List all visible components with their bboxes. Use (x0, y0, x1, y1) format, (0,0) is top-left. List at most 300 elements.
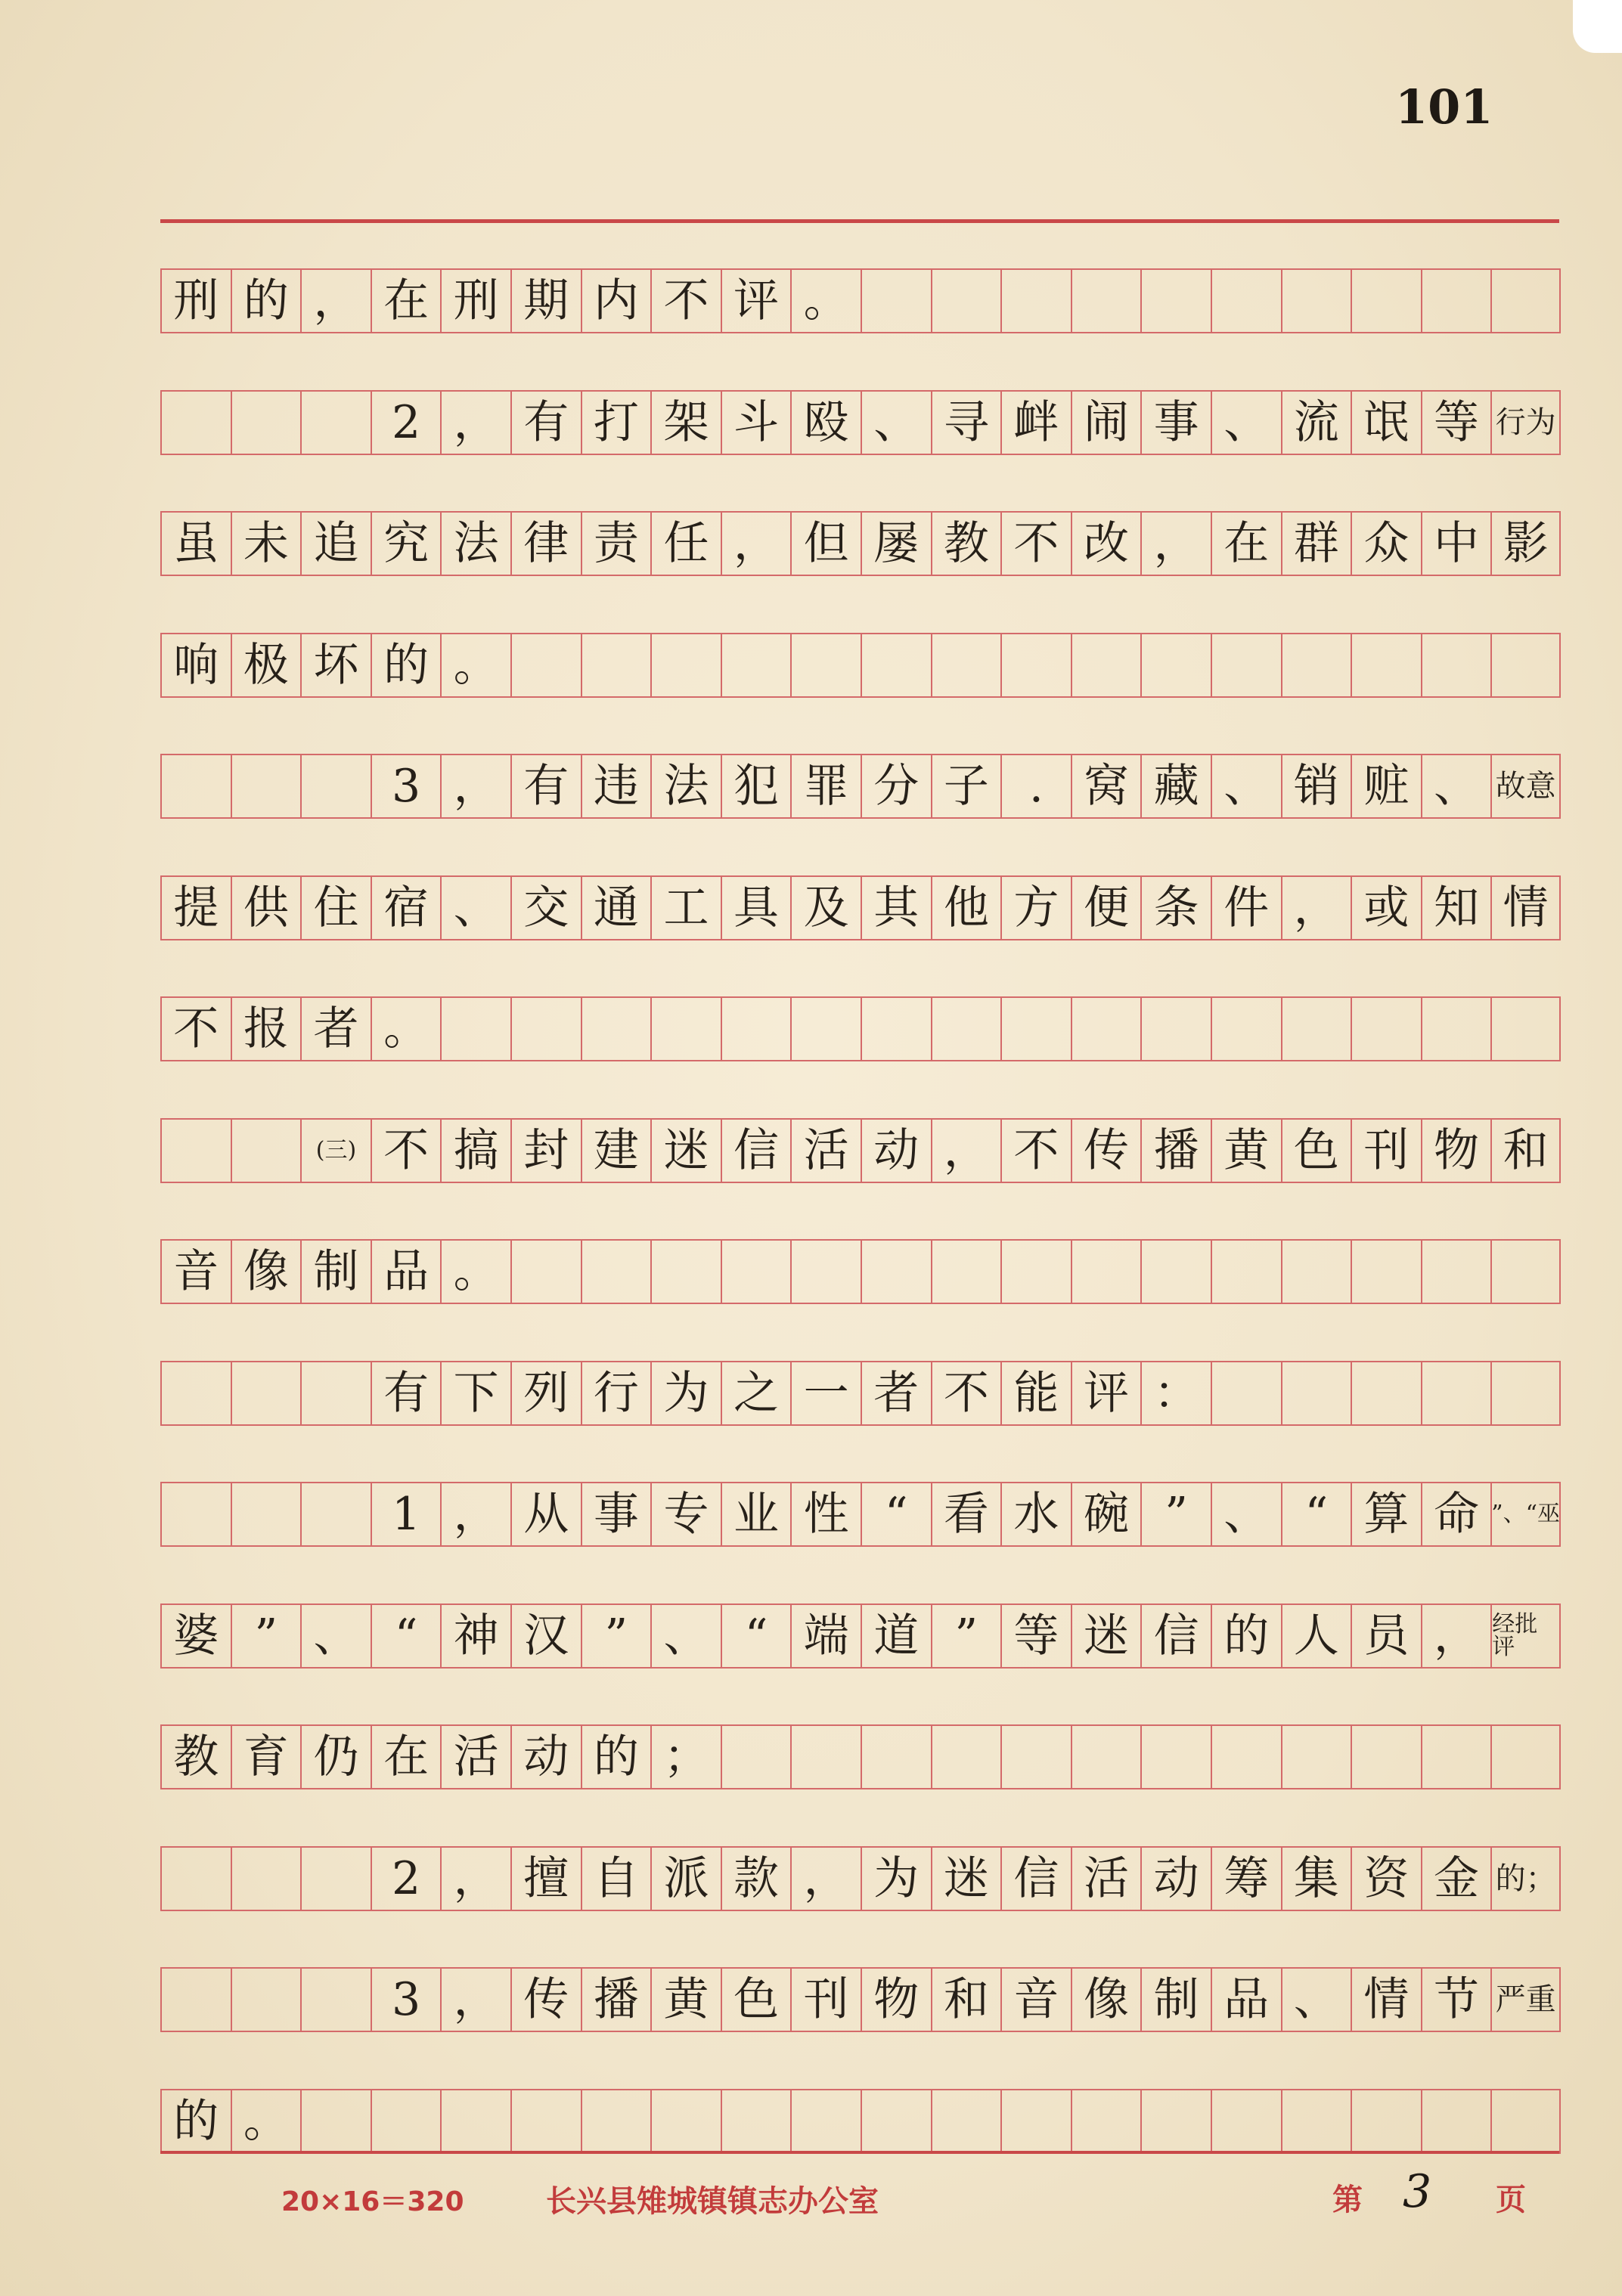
grid-cell (861, 998, 931, 1060)
grid-cell: 端 (790, 1605, 861, 1667)
grid-cell (1351, 1362, 1421, 1424)
grid-cell: 动 (510, 1726, 581, 1788)
grid-row (160, 1967, 1561, 2032)
grid-row (160, 390, 1561, 455)
grid-cell: 物 (1421, 1120, 1491, 1182)
grid-cell (1490, 998, 1561, 1060)
grid-cell: 严重 (1490, 1969, 1561, 2031)
grid-cell: 2 (371, 392, 441, 454)
grid-cell: ” (931, 1605, 1001, 1667)
grid-cell (1000, 1726, 1071, 1788)
grid-cell (1000, 1241, 1071, 1303)
grid-cell: 的 (231, 270, 301, 332)
grid-cell: 和 (1490, 1120, 1561, 1182)
grid-cell (1211, 1241, 1281, 1303)
grid-cell: ， (440, 755, 510, 817)
grid-cell: 一 (790, 1362, 861, 1424)
grid-cell (1421, 270, 1491, 332)
page-number: 101 (1395, 79, 1493, 135)
grid-cell: 不 (160, 998, 231, 1060)
grid-cell (1071, 2090, 1141, 2152)
grid-cell: 故意 (1490, 755, 1561, 817)
grid-cell: 。 (231, 2090, 301, 2152)
grid-cell: 有 (371, 1362, 441, 1424)
grid-row (160, 875, 1561, 940)
grid-cell: 评 (721, 270, 791, 332)
grid-cell: ， (1140, 513, 1211, 575)
grid-cell (1211, 998, 1281, 1060)
grid-cell: 迷 (931, 1848, 1001, 1910)
page-label-prefix: 第 (1332, 2183, 1363, 2217)
grid-cell: 群 (1281, 513, 1351, 575)
grid-cell: 品 (371, 1241, 441, 1303)
grid-cell: 、 (650, 1605, 721, 1667)
grid-spec: 20×16＝320 (281, 2186, 464, 2217)
grid-cell: 活 (1071, 1848, 1141, 1910)
grid-cell: 违 (581, 755, 651, 817)
grid-cell (1140, 270, 1211, 332)
grid-cell: 、 (861, 392, 931, 454)
grid-cell: 斗 (721, 392, 791, 454)
grid-cell: 提 (160, 877, 231, 939)
grid-cell (371, 2090, 441, 2152)
grid-cell (1421, 2090, 1491, 2152)
grid-cell: 专 (650, 1483, 721, 1545)
grid-cell: 销 (1281, 755, 1351, 817)
grid-cell: 响 (160, 634, 231, 696)
grid-cell: 教 (931, 513, 1001, 575)
grid-cell (721, 1241, 791, 1303)
grid-cell (160, 1969, 231, 2031)
grid-cell: ” (1140, 1483, 1211, 1545)
top-rule (160, 219, 1559, 223)
grid-cell: 列 (510, 1362, 581, 1424)
grid-cell: 的 (371, 634, 441, 696)
grid-cell (1140, 634, 1211, 696)
grid-cell: 制 (1140, 1969, 1211, 2031)
grid-row (160, 996, 1561, 1061)
grid-cell: 中 (1421, 513, 1491, 575)
grid-cell: 播 (1140, 1120, 1211, 1182)
grid-cell: 便 (1071, 877, 1141, 939)
grid-cell: 建 (581, 1120, 651, 1182)
grid-cell: 闹 (1071, 392, 1141, 454)
grid-row (160, 1482, 1561, 1547)
grid-cell: 不 (650, 270, 721, 332)
grid-cell: 情 (1351, 1969, 1421, 2031)
grid-cell: 事 (1140, 392, 1211, 454)
grid-cell (160, 1483, 231, 1545)
grid-cell: 碗 (1071, 1483, 1141, 1545)
footer (0, 2165, 1622, 2223)
grid-cell: 不 (1000, 513, 1071, 575)
grid-cell: 。 (371, 998, 441, 1060)
grid-cell: 行为 (1490, 392, 1561, 454)
grid-cell: 情 (1490, 877, 1561, 939)
grid-cell (1421, 1726, 1491, 1788)
grid-cell: ” (231, 1605, 301, 1667)
grid-cell: 报 (231, 998, 301, 1060)
grid-cell (721, 634, 791, 696)
grid-cell: 者 (300, 998, 371, 1060)
grid-cell: “ (861, 1483, 931, 1545)
grid-cell: 黄 (1211, 1120, 1281, 1182)
grid-cell: 为 (650, 1362, 721, 1424)
grid-cell: 的 (1211, 1605, 1281, 1667)
grid-cell: 通 (581, 877, 651, 939)
grid-cell (231, 1969, 301, 2031)
grid-row (160, 1118, 1561, 1183)
grid-cell (160, 1362, 231, 1424)
grid-cell (790, 1241, 861, 1303)
sheet-number: 3 (1403, 2165, 1432, 2218)
grid-cell (931, 1726, 1001, 1788)
grid-cell: 擅 (510, 1848, 581, 1910)
grid-cell: 黄 (650, 1969, 721, 2031)
grid-cell: 节 (1421, 1969, 1491, 2031)
grid-cell (861, 1726, 931, 1788)
grid-cell: 教 (160, 1726, 231, 1788)
grid-cell: 或 (1351, 877, 1421, 939)
grid-cell: 从 (510, 1483, 581, 1545)
grid-cell: 看 (931, 1483, 1001, 1545)
grid-cell: 制 (300, 1241, 371, 1303)
grid-cell (650, 634, 721, 696)
grid-cell (300, 2090, 371, 2152)
grid-cell: ： (1140, 1362, 1211, 1424)
grid-cell (931, 2090, 1001, 2152)
grid-cell: 仍 (300, 1726, 371, 1788)
grid-cell: 之 (721, 1362, 791, 1424)
grid-cell: 活 (790, 1120, 861, 1182)
grid-cell (790, 1726, 861, 1788)
grid-cell: 有 (510, 755, 581, 817)
grid-cell: ” (581, 1605, 651, 1667)
grid-cell: ， (721, 513, 791, 575)
grid-cell (160, 392, 231, 454)
grid-cell: 寻 (931, 392, 1001, 454)
grid-cell: 刊 (790, 1969, 861, 2031)
grid-cell: 1 (371, 1483, 441, 1545)
grid-cell: 动 (861, 1120, 931, 1182)
grid-cell: 行 (581, 1362, 651, 1424)
grid-cell: 3 (371, 1969, 441, 2031)
grid-cell (1281, 270, 1351, 332)
grid-cell: 众 (1351, 513, 1421, 575)
grid-cell (1490, 1362, 1561, 1424)
grid-cell: 屡 (861, 513, 931, 575)
grid-cell: 虽 (160, 513, 231, 575)
grid-cell (650, 998, 721, 1060)
grid-cell: 件 (1211, 877, 1281, 939)
grid-cell: 音 (1000, 1969, 1071, 2031)
grid-cell (510, 2090, 581, 2152)
grid-cell: 等 (1000, 1605, 1071, 1667)
grid-cell: 。 (790, 270, 861, 332)
grid-cell (231, 392, 301, 454)
grid-cell: 水 (1000, 1483, 1071, 1545)
grid-cell: ； (650, 1726, 721, 1788)
grid-cell: 、 (1211, 1483, 1281, 1545)
grid-cell: ， (440, 392, 510, 454)
grid-cell (440, 998, 510, 1060)
grid-cell (721, 2090, 791, 2152)
grid-cell (1071, 998, 1141, 1060)
grid-row (160, 2089, 1561, 2154)
grid-cell: 和 (931, 1969, 1001, 2031)
grid-row (160, 268, 1561, 333)
grid-cell: 他 (931, 877, 1001, 939)
grid-cell (1140, 1241, 1211, 1303)
grid-cell: ， (1421, 1605, 1491, 1667)
grid-cell (231, 1483, 301, 1545)
grid-cell (581, 2090, 651, 2152)
grid-cell: 及 (790, 877, 861, 939)
grid-cell (1421, 634, 1491, 696)
grid-cell: 打 (581, 392, 651, 454)
grid-cell (510, 634, 581, 696)
grid-cell: ， (1281, 877, 1351, 939)
grid-cell: ， (440, 1483, 510, 1545)
grid-cell: 像 (231, 1241, 301, 1303)
grid-cell (931, 1241, 1001, 1303)
grid-cell (1351, 998, 1421, 1060)
grid-cell: 刊 (1351, 1120, 1421, 1182)
grid-cell: 罪 (790, 755, 861, 817)
grid-cell: 赃 (1351, 755, 1421, 817)
grid-cell (1071, 270, 1141, 332)
grid-cell (1211, 634, 1281, 696)
page-label-suffix: 页 (1496, 2183, 1526, 2217)
grid-cell (1071, 1241, 1141, 1303)
grid-cell (790, 2090, 861, 2152)
grid-cell (790, 998, 861, 1060)
grid-cell (440, 2090, 510, 2152)
grid-cell: 为 (861, 1848, 931, 1910)
grid-row (160, 1846, 1561, 1911)
grid-cell: 品 (1211, 1969, 1281, 2031)
grid-cell: 条 (1140, 877, 1211, 939)
grid-row (160, 633, 1561, 698)
grid-cell (300, 1483, 371, 1545)
grid-cell: 传 (1071, 1120, 1141, 1182)
grid-cell: 下 (440, 1362, 510, 1424)
grid-cell: 事 (581, 1483, 651, 1545)
grid-cell: 款 (721, 1848, 791, 1910)
grid-cell (300, 755, 371, 817)
grid-cell: 子 (931, 755, 1001, 817)
grid-cell (231, 1362, 301, 1424)
grid-cell: 命 (1421, 1483, 1491, 1545)
grid-cell: 在 (1211, 513, 1281, 575)
grid-cell: 宿 (371, 877, 441, 939)
grid-cell: “ (371, 1605, 441, 1667)
grid-cell: 色 (721, 1969, 791, 2031)
grid-cell: 改 (1071, 513, 1141, 575)
grid-cell (1281, 1362, 1351, 1424)
grid-cell (1490, 270, 1561, 332)
grid-cell: 衅 (1000, 392, 1071, 454)
grid-cell: 、 (1211, 755, 1281, 817)
grid-cell: 迷 (1071, 1605, 1141, 1667)
grid-cell (931, 634, 1001, 696)
grid-cell: 方 (1000, 877, 1071, 939)
grid-cell: 能 (1000, 1362, 1071, 1424)
grid-cell: . (1000, 755, 1071, 817)
grid-cell (1351, 270, 1421, 332)
grid-cell: 自 (581, 1848, 651, 1910)
grid-cell (1490, 2090, 1561, 2152)
grid-cell: 住 (300, 877, 371, 939)
grid-cell (1000, 2090, 1071, 2152)
grid-cell (721, 1726, 791, 1788)
grid-cell: 动 (1140, 1848, 1211, 1910)
grid-cell: 集 (1281, 1848, 1351, 1910)
grid-cell: 、 (1281, 1969, 1351, 2031)
grid-cell: 知 (1421, 877, 1491, 939)
grid-cell: 但 (790, 513, 861, 575)
grid-cell: 氓 (1351, 392, 1421, 454)
grid-cell: “ (721, 1605, 791, 1667)
grid-cell (1281, 1241, 1351, 1303)
grid-cell (300, 392, 371, 454)
grid-cell: 期 (510, 270, 581, 332)
grid-cell: 业 (721, 1483, 791, 1545)
grid-cell (160, 1120, 231, 1182)
grid-cell (1281, 1726, 1351, 1788)
grid-row (160, 511, 1561, 576)
grid-cell: 犯 (721, 755, 791, 817)
grid-cell: 员 (1351, 1605, 1421, 1667)
grid-cell: 交 (510, 877, 581, 939)
grid-cell: 、 (1421, 755, 1491, 817)
grid-cell: 。 (440, 1241, 510, 1303)
grid-cell (1281, 998, 1351, 1060)
grid-cell: 不 (371, 1120, 441, 1182)
grid-cell: 音 (160, 1241, 231, 1303)
grid-cell: 活 (440, 1726, 510, 1788)
grid-cell: 的 (581, 1726, 651, 1788)
grid-cell (1000, 270, 1071, 332)
grid-cell (1000, 998, 1071, 1060)
grid-cell (1490, 1726, 1561, 1788)
grid-cell (231, 1120, 301, 1182)
grid-cell (1421, 1362, 1491, 1424)
grid-cell (510, 998, 581, 1060)
grid-cell: 播 (581, 1969, 651, 2031)
grid-cell: 影 (1490, 513, 1561, 575)
grid-cell: 育 (231, 1726, 301, 1788)
grid-row (160, 1603, 1561, 1669)
grid-cell (581, 998, 651, 1060)
grid-cell: ， (931, 1120, 1001, 1182)
grid-cell (581, 1241, 651, 1303)
grid-cell: 在 (371, 1726, 441, 1788)
grid-cell (1071, 634, 1141, 696)
grid-cell: 等 (1421, 392, 1491, 454)
grid-cell: 、 (1211, 392, 1281, 454)
office-name: 长兴县雉城镇镇志办公室 (546, 2184, 879, 2219)
grid-cell: 究 (371, 513, 441, 575)
grid-cell: 不 (1000, 1120, 1071, 1182)
grid-cell: 坏 (300, 634, 371, 696)
grid-cell (1211, 270, 1281, 332)
grid-cell: 评 (1071, 1362, 1141, 1424)
grid-cell (1421, 998, 1491, 1060)
grid-cell: 工 (650, 877, 721, 939)
grid-cell: 算 (1351, 1483, 1421, 1545)
grid-cell: 传 (510, 1969, 581, 2031)
grid-cell: 藏 (1140, 755, 1211, 817)
grid-cell (1421, 1241, 1491, 1303)
grid-cell: 具 (721, 877, 791, 939)
grid-cell (861, 2090, 931, 2152)
grid-cell: 物 (861, 1969, 931, 2031)
grid-cell: 法 (650, 755, 721, 817)
grid-cell: 的 (160, 2090, 231, 2152)
grid-cell (931, 998, 1001, 1060)
grid-cell: 3 (371, 755, 441, 817)
grid-cell (300, 1969, 371, 2031)
grid-cell: ， (440, 1848, 510, 1910)
bottom-rule (160, 2151, 1559, 2154)
grid-cell: 经批评 (1490, 1605, 1561, 1667)
grid-cell (1490, 1241, 1561, 1303)
grid-cell: 筹 (1211, 1848, 1281, 1910)
grid-row (160, 1361, 1561, 1426)
grid-cell: 神 (440, 1605, 510, 1667)
grid-cell (1351, 634, 1421, 696)
grid-cell: 供 (231, 877, 301, 939)
grid-row (160, 754, 1561, 819)
grid-cell: 内 (581, 270, 651, 332)
grid-cell: 汉 (510, 1605, 581, 1667)
grid-cell: 不 (931, 1362, 1001, 1424)
grid-cell: 殴 (790, 392, 861, 454)
grid-cell (1140, 998, 1211, 1060)
grid-cell: 金 (1421, 1848, 1491, 1910)
paper-corner (1573, 0, 1622, 53)
grid-cell (1351, 2090, 1421, 2152)
grid-cell (231, 1848, 301, 1910)
grid-cell: 人 (1281, 1605, 1351, 1667)
grid-cell: 追 (300, 513, 371, 575)
grid-cell: 道 (861, 1605, 931, 1667)
grid-cell (650, 2090, 721, 2152)
grid-cell (931, 270, 1001, 332)
grid-cell: 其 (861, 877, 931, 939)
grid-cell: 者 (861, 1362, 931, 1424)
grid-cell: 的； (1490, 1848, 1561, 1910)
grid-cell: 封 (510, 1120, 581, 1182)
grid-cell (300, 1362, 371, 1424)
grid-cell: 迷 (650, 1120, 721, 1182)
grid-row (160, 1724, 1561, 1789)
grid-cell: 分 (861, 755, 931, 817)
grid-cell: 色 (1281, 1120, 1351, 1182)
grid-cell: 。 (440, 634, 510, 696)
grid-cell (1140, 1726, 1211, 1788)
grid-cell: 刑 (440, 270, 510, 332)
grid-cell (1281, 634, 1351, 696)
grid-cell: 、 (440, 877, 510, 939)
grid-row (160, 1239, 1561, 1304)
grid-cell: 信 (721, 1120, 791, 1182)
grid-cell: 刑 (160, 270, 231, 332)
grid-cell (861, 270, 931, 332)
grid-cell: ， (440, 1969, 510, 2031)
grid-cell: 婆 (160, 1605, 231, 1667)
